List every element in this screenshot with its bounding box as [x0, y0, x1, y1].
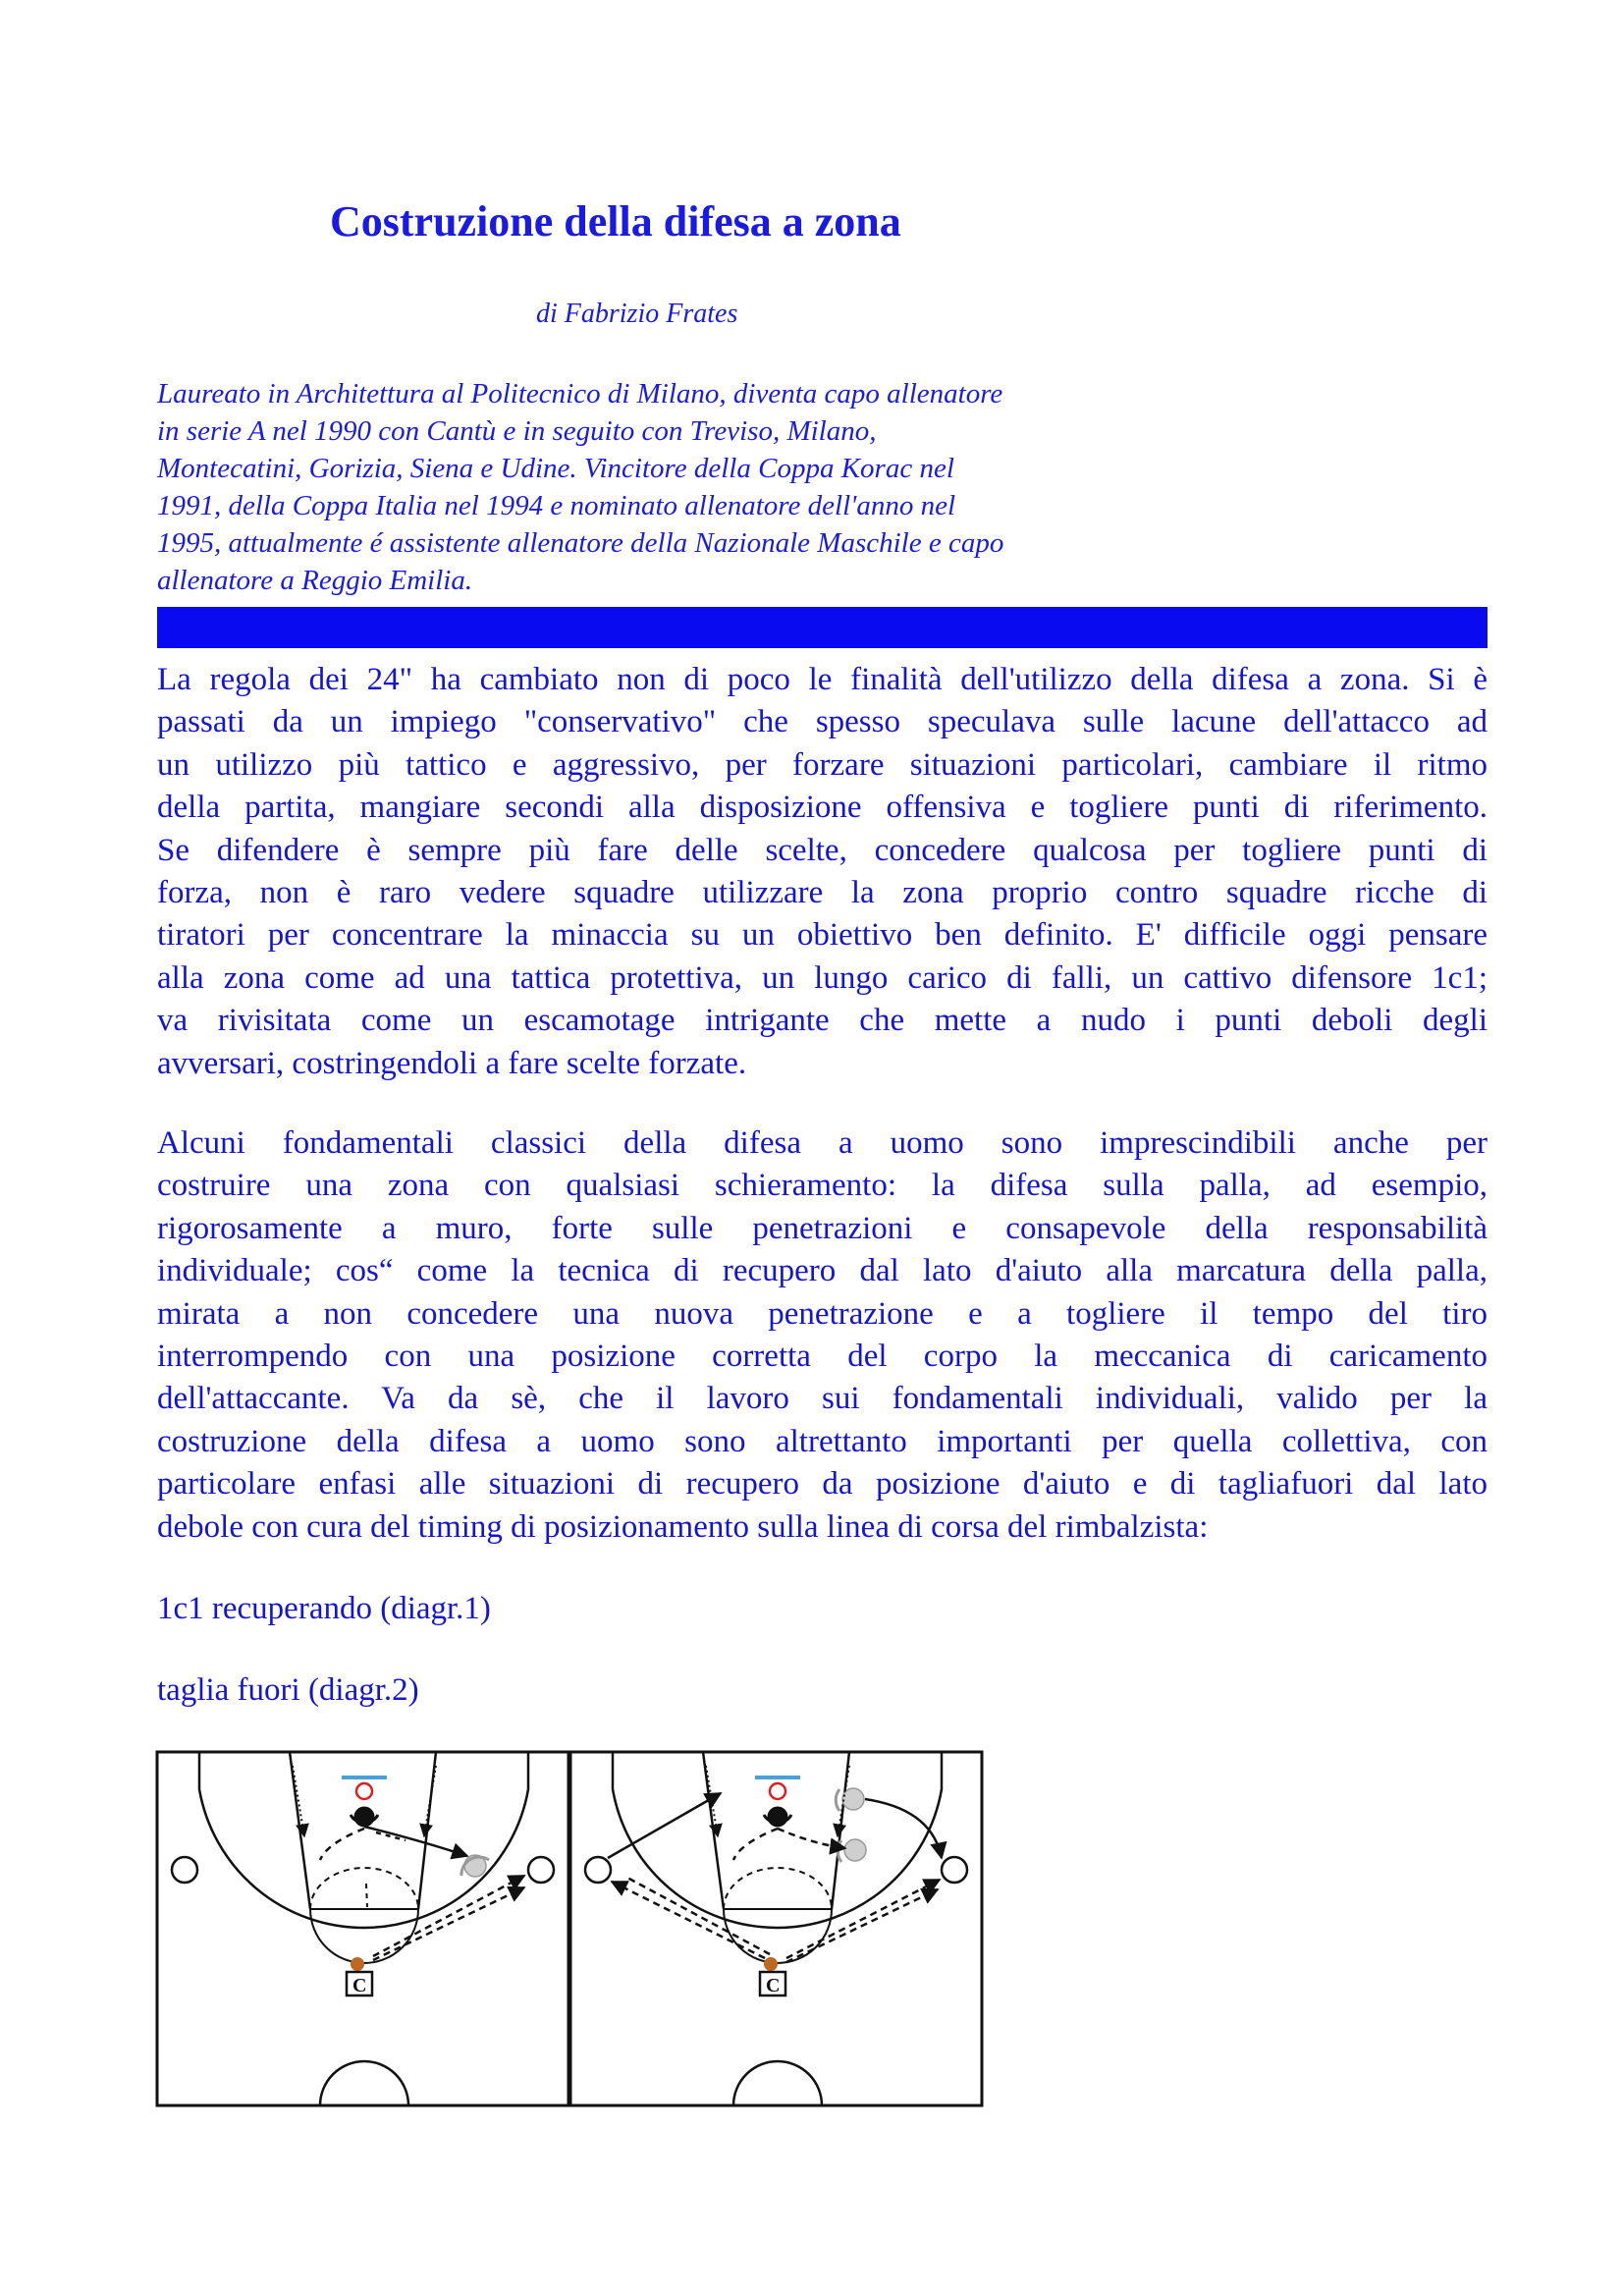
- paragraph-line: forza, non è raro vedere squadre utilizzare la zona proprio contro squadre ricche di: [157, 874, 1488, 910]
- player-circle: [585, 1857, 611, 1883]
- paragraph-1: [157, 659, 1488, 1085]
- paragraph-line: particolare enfasi alle situazioni di recupero da posizione d'aiuto e di tagliafuori dal lato: [157, 1466, 1488, 1503]
- author-bio: [157, 375, 1159, 599]
- hoop: [770, 1783, 785, 1799]
- paragraph-line: rigorosamente a muro, forte sulle penetrazioni e consapevole della responsabilità: [157, 1210, 1488, 1246]
- bio-line: in serie A nel 1990 con Cantù e in seguito con Treviso, Milano,: [157, 415, 877, 447]
- paragraph-line: passati da un impiego "conservativo" che spesso speculava sulle lacune dell'attacco ad: [157, 704, 1488, 740]
- bio-line: Montecatini, Gorizia, Siena e Udine. Vincitore della Coppa Korac nel: [157, 453, 954, 484]
- paragraph-line: dell'attaccante. Va da sè, che il lavoro sui fondamentali individuali, valido per la: [157, 1381, 1488, 1417]
- hoop: [356, 1783, 372, 1799]
- paragraph-line: debole con cura del timing di posizionamento sulla linea di corsa del rimbalzista:: [157, 1508, 1209, 1545]
- paragraph-line: tiratori per concentrare la minaccia su un obiettivo ben definito. E' difficile oggi pensare: [157, 917, 1488, 954]
- paragraph-line: va rivisitata come un escamotage intrigante che mette a nudo i punti deboli degli: [157, 1003, 1488, 1039]
- diagram-caption-2: taglia fuori (diagr.2): [157, 1672, 419, 1708]
- paragraph-line: costruzione della difesa a uomo sono altrettanto importanti per quella collettiva, con: [157, 1423, 1488, 1459]
- basketball-diagrams: [155, 1750, 986, 2109]
- paragraph-line: Se difendere è sempre più fare delle scelte, concedere qualcosa per togliere punti di: [157, 832, 1488, 868]
- paragraph-line: individuale; cos“ come la tecnica di recupero dal lato d'aiuto alla marcatura della palla,: [157, 1253, 1488, 1289]
- section-divider-bar: [157, 607, 1488, 648]
- author-byline: di Fabrizio Frates: [536, 299, 738, 329]
- paragraph-line: avversari, costringendoli a fare scelte forzate.: [157, 1045, 747, 1081]
- paragraph-line: della partita, mangiare secondi alla disposizione offensiva e togliere punti di riferimento.: [157, 790, 1488, 826]
- paragraph-line: un utilizzo più tattico e aggressivo, per forzare situazioni particolari, cambiare il ritmo: [157, 746, 1488, 783]
- diagram-2: [570, 1752, 982, 2105]
- coach-ball: [351, 1957, 364, 1971]
- bio-line: allenatore a Reggio Emilia.: [157, 565, 473, 596]
- paragraph-line: Alcuni fondamentali classici della difesa a uomo sono imprescindibili anche per: [157, 1125, 1488, 1161]
- coach-ball: [764, 1957, 778, 1971]
- page-title: Costruzione della difesa a zona: [330, 197, 901, 246]
- paragraph-line: mirata a non concedere una nuova penetrazione e a togliere il tempo del tiro: [157, 1295, 1488, 1332]
- diagram-1: [157, 1752, 568, 2105]
- paragraph-line: costruire una zona con qualsiasi schieramento: la difesa sulla palla, ad esempio,: [157, 1168, 1488, 1204]
- bio-line: 1991, della Coppa Italia nel 1994 e nominato allenatore dell'anno nel: [157, 490, 956, 521]
- player-circle: [528, 1857, 554, 1883]
- paragraph-line: alla zona come ad una tattica protettiva, un lungo carico di falli, un cattivo difensore 1c1;: [157, 959, 1488, 996]
- paragraph-line: interrompendo con una posizione corretta del corpo la meccanica di caricamento: [157, 1338, 1488, 1374]
- paragraph-line: La regola dei 24" ha cambiato non di poco le finalità dell'utilizzo della difesa a zona. Si è: [157, 662, 1488, 697]
- coach-label: C: [352, 1975, 367, 1996]
- paragraph-2: [157, 1122, 1488, 1549]
- diagram-caption-1: 1c1 recuperando (diagr.1): [157, 1591, 491, 1626]
- bio-line: Laureato in Architettura al Politecnico di Milano, diventa capo allenatore: [157, 378, 1003, 410]
- player-circle: [172, 1857, 197, 1883]
- player-circle: [942, 1857, 967, 1883]
- coach-label: C: [766, 1975, 781, 1996]
- bio-line: 1995, attualmente é assistente allenatore della Nazionale Maschile e capo: [157, 527, 1004, 559]
